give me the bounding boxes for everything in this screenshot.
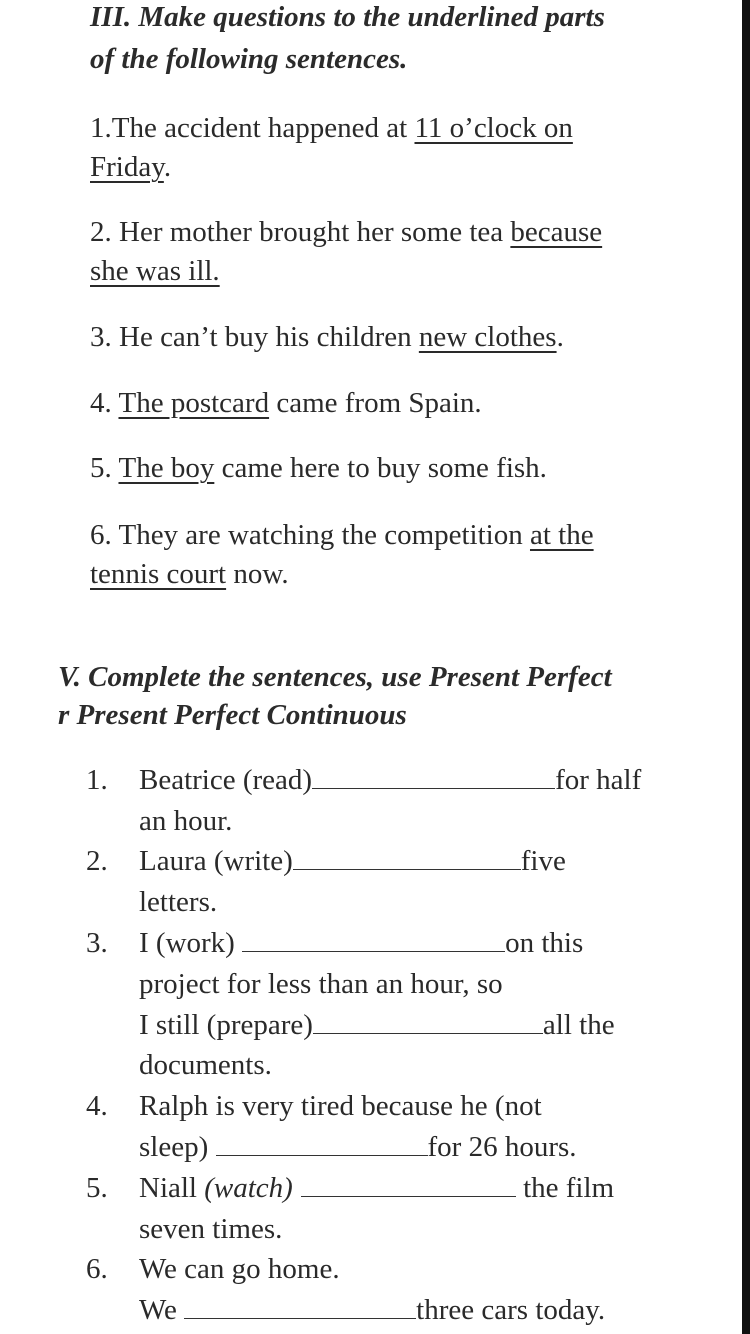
answer-blank-4[interactable]	[216, 1129, 428, 1156]
section-3-title-line-2: of the following sentences.	[90, 43, 408, 75]
answer-blank-2[interactable]	[293, 843, 521, 870]
answer-blank-6[interactable]	[184, 1292, 416, 1319]
item-5-verb: (watch)	[204, 1172, 293, 1204]
item-6-number: 6.	[86, 1253, 108, 1285]
question-4-num: 4.	[90, 387, 119, 419]
question-4	[90, 383, 482, 423]
question-1-underlined: 11 o’clock on	[414, 112, 573, 144]
item-3-line-2: project for less than an hour, so	[139, 968, 503, 1000]
item-2-text: Laura (write)	[139, 845, 293, 877]
answer-blank-5[interactable]	[301, 1170, 516, 1197]
question-6-text: 6. They are watching the competition	[90, 519, 530, 551]
item-3-text-2: I still (prepare)	[139, 1009, 313, 1041]
item-6-text-after: three cars today.	[416, 1294, 606, 1326]
answer-blank-3b[interactable]	[313, 1007, 543, 1034]
item-4-text: sleep)	[139, 1131, 216, 1163]
item-5-text-after: the film	[515, 1172, 615, 1204]
right-edge-bar	[742, 0, 750, 1334]
question-2	[90, 212, 602, 252]
item-2-line-1	[139, 841, 566, 881]
question-5-underlined: The boy	[118, 452, 215, 484]
item-2-number: 2.	[86, 845, 108, 877]
question-6-post: now.	[226, 558, 289, 590]
item-4-text-after: for 26 hours.	[427, 1131, 577, 1163]
item-4-number: 4.	[86, 1090, 108, 1122]
question-4-underlined: The postcard	[118, 387, 270, 419]
item-2-line-2: letters.	[139, 886, 218, 918]
question-1-underlined-2: Friday	[90, 151, 164, 183]
question-6-underlined: at the	[529, 519, 594, 551]
item-2-text-after: five	[520, 845, 566, 877]
item-5-text: Niall	[139, 1172, 205, 1204]
item-1-text: Beatrice (read)	[139, 764, 313, 796]
item-3-line-4: documents.	[139, 1049, 272, 1081]
item-6-line-1: We can go home.	[139, 1253, 340, 1285]
question-1-period: .	[163, 151, 172, 183]
item-4-line-2	[139, 1127, 577, 1167]
question-2-underlined: because	[510, 216, 603, 248]
item-4-line-1: Ralph is very tired because he (not	[139, 1090, 542, 1122]
question-1-text: 1.The accident happened at	[90, 112, 415, 144]
question-1	[90, 108, 573, 148]
item-1-line-2: an hour.	[139, 805, 233, 837]
item-3-line-1	[139, 923, 583, 963]
item-5-line-1	[139, 1168, 614, 1208]
item-1-line-1	[139, 760, 641, 800]
section-4-title-line-2: r Present Perfect Continuous	[58, 699, 407, 731]
item-3-text: I (work)	[139, 927, 243, 959]
question-6-continued	[90, 554, 289, 594]
question-3-post: .	[556, 321, 564, 353]
question-6	[90, 515, 594, 555]
item-3-number: 3.	[86, 927, 108, 959]
question-3	[90, 317, 564, 357]
section-4-title-line-1: V. Complete the sentences, use Present Perfect	[58, 661, 612, 693]
question-3-underlined: new clothes	[418, 321, 557, 353]
item-5-number: 5.	[86, 1172, 108, 1204]
question-2-continued	[90, 251, 220, 291]
item-1-text-after: for half	[555, 764, 642, 796]
question-3-text: 3. He can’t buy his children	[90, 321, 419, 353]
answer-blank-3a[interactable]	[242, 925, 505, 952]
question-5-post: came here to buy some fish.	[214, 452, 547, 484]
item-6-line-2	[139, 1290, 605, 1330]
item-3-text-after-2: all the	[542, 1009, 615, 1041]
question-1-continued	[90, 147, 171, 187]
question-6-underlined-2: tennis court	[90, 558, 227, 590]
question-5	[90, 448, 547, 488]
item-5-line-2: seven times.	[139, 1213, 283, 1245]
answer-blank-1[interactable]	[312, 762, 555, 789]
section-3-title-line-1: III. Make questions to the underlined parts	[90, 1, 605, 33]
item-3-line-3	[139, 1005, 615, 1045]
item-3-text-after: on this	[505, 927, 584, 959]
question-5-num: 5.	[90, 452, 119, 484]
question-2-text: 2. Her mother brought her some tea	[90, 216, 511, 248]
item-6-text: We	[139, 1294, 185, 1326]
question-2-underlined-2: she was ill.	[90, 255, 220, 287]
question-4-post: came from Spain.	[269, 387, 482, 419]
item-1-number: 1.	[86, 764, 108, 796]
